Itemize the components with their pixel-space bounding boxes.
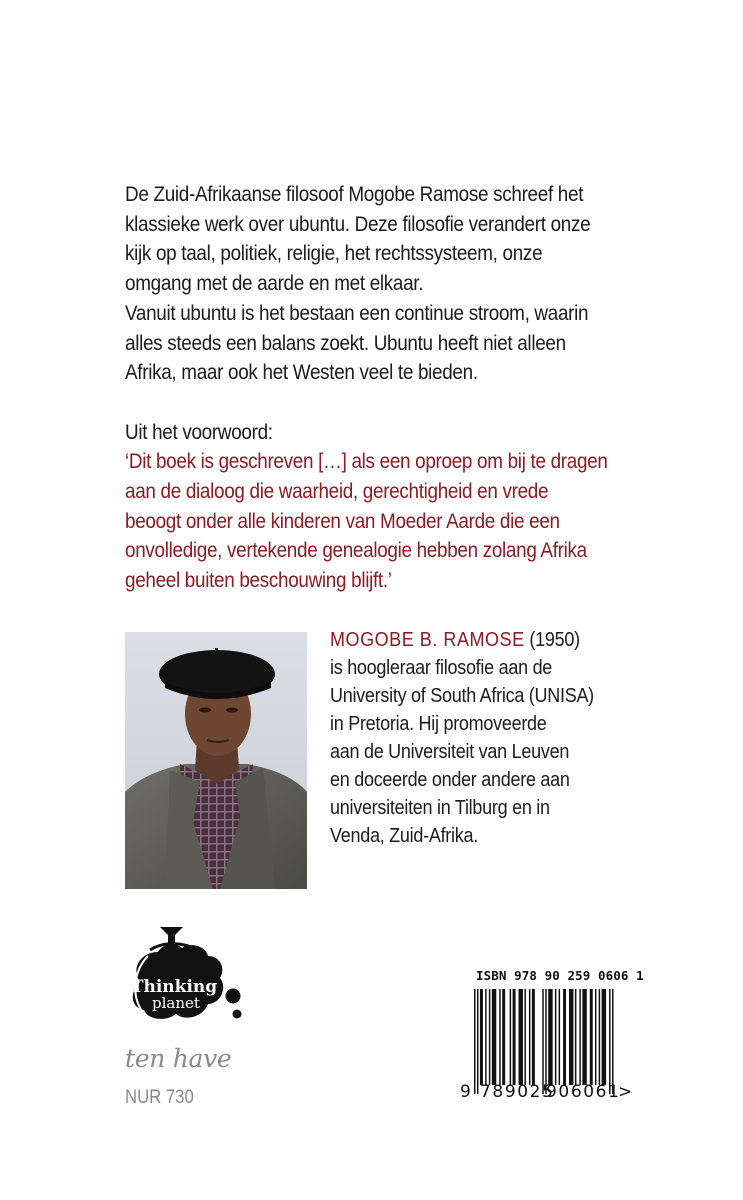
blurb-text bbox=[125, 180, 647, 596]
author-name: MOGOBE B. RAMOSE bbox=[330, 629, 525, 651]
text-line: klassieke werk over ubuntu. Deze filosofie verandert onze bbox=[125, 212, 591, 236]
author-heading bbox=[330, 626, 672, 654]
author-portrait-illustration bbox=[125, 632, 307, 889]
ean-first-digit: 9 bbox=[460, 1082, 473, 1102]
blurb-paragraph-1 bbox=[125, 180, 647, 299]
quote-line: aan de dialoog die waarheid, gerechtigheid en vrede bbox=[125, 480, 549, 504]
foreword-label: Uit het voorwoord: bbox=[125, 420, 273, 444]
ean-digits bbox=[458, 1082, 634, 1106]
quote-line: beoogt onder alle kinderen van Moeder Aarde die een bbox=[125, 509, 560, 533]
author-birth-year: (1950) bbox=[524, 629, 580, 651]
paragraph-spacer bbox=[125, 388, 647, 418]
barcode-bars-icon bbox=[474, 989, 615, 1094]
text-line: alles steeds een balans zoekt. Ubuntu heeft niet alleen bbox=[125, 331, 566, 355]
ean-quiet-zone-mark: > bbox=[618, 1082, 634, 1102]
text-line: omgang met de aarde en met elkaar. bbox=[125, 272, 424, 296]
bio-line: Venda, Zuid-Afrika. bbox=[330, 825, 478, 847]
bio-line: in Pretoria. Hij promoveerde bbox=[330, 713, 547, 735]
logo-text-planet: planet bbox=[152, 994, 200, 1012]
thinking-planet-logo bbox=[120, 922, 250, 1032]
isbn-label: ISBN 978 90 259 0606 1 bbox=[476, 968, 644, 983]
text-line: kijk op taal, politiek, religie, het rechtssysteem, onze bbox=[125, 242, 543, 266]
text-line: De Zuid-Afrikaanse filosoof Mogobe Ramose schreef het bbox=[125, 183, 584, 206]
bio-line: universiteiten in Tilburg en in bbox=[330, 797, 550, 819]
bio-line: en doceerde onder andere aan bbox=[330, 769, 570, 791]
quote-line: onvolledige, vertekende genealogie hebben zolang Afrika bbox=[125, 539, 587, 563]
author-photo bbox=[125, 632, 307, 889]
blurb-paragraph-2 bbox=[125, 299, 647, 388]
quote-line: ‘Dit boek is geschreven […] als een oproep om bij te dragen bbox=[125, 450, 608, 474]
author-bio bbox=[330, 626, 672, 850]
nur-code: NUR 730 bbox=[125, 1087, 194, 1108]
isbn-barcode bbox=[458, 968, 644, 1108]
thinking-planet-cloud-icon bbox=[120, 922, 250, 1032]
bio-line: aan de Universiteit van Leuven bbox=[330, 741, 570, 763]
ean-right-group: 906061 bbox=[546, 1082, 621, 1102]
logo-text-thinking: Thinking bbox=[130, 977, 218, 997]
bio-line: University of South Africa (UNISA) bbox=[330, 685, 594, 707]
text-line: Afrika, maar ook het Westen veel te bieden. bbox=[125, 361, 478, 385]
text-line: Vanuit ubuntu is het bestaan een continue stroom, waarin bbox=[125, 301, 589, 325]
bio-line: is hoogleraar filosofie aan de bbox=[330, 657, 553, 679]
foreword-quote bbox=[125, 447, 647, 596]
ean-left-group: 789025 bbox=[480, 1082, 555, 1102]
quote-line: geheel buiten beschouwing blijft.’ bbox=[125, 569, 392, 593]
publisher-name: ten have bbox=[125, 1044, 232, 1073]
